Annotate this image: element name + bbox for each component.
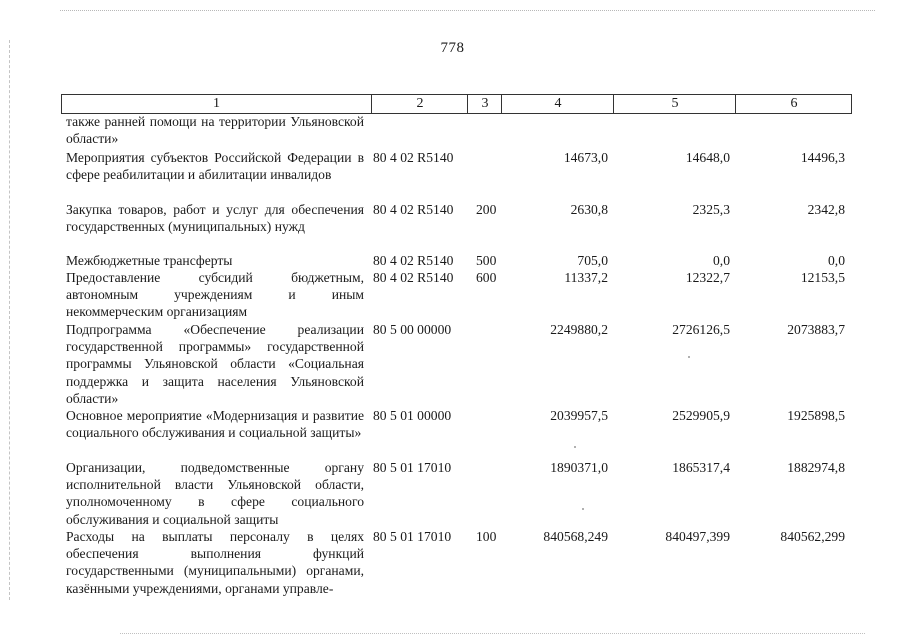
row-classification-code: 80 4 02 R5140 — [373, 270, 454, 285]
row-value-col5: 14648,0 — [685, 150, 730, 165]
row-value-col6: 14496,3 — [800, 150, 845, 165]
row-value-col5: 12322,7 — [685, 270, 730, 285]
row-value-col5: 1865317,4 — [672, 460, 730, 475]
row-description: Мероприятия субъектов Российской Федерации в сфере реабилитации и абилитации инвалидов — [66, 150, 364, 183]
row-classification-code: 80 5 01 17010 — [373, 529, 452, 544]
column-header-6: 6 — [735, 95, 852, 113]
scan-speck — [582, 508, 584, 510]
row-description: Организации, подведомственные органу исполнительной власти Ульяновской области, уполномоченному в сфере социального обслуживания и социальной защиты — [66, 460, 364, 527]
row-value-col5: 840497,399 — [665, 529, 730, 544]
column-header-1: 1 — [213, 96, 220, 111]
row-value-col4: 2039957,5 — [550, 408, 608, 423]
row-classification-code: 80 5 00 00000 — [373, 322, 452, 337]
row-value-col6: 1882974,8 — [787, 460, 845, 475]
row-value-col6: 2073883,7 — [787, 322, 845, 337]
row-expense-type: 500 — [476, 253, 497, 268]
row-expense-type: 600 — [476, 270, 497, 285]
row-value-col4: 2249880,2 — [550, 322, 608, 337]
row-value-col5: 2325,3 — [692, 202, 730, 217]
column-header-4: 4 — [501, 95, 614, 113]
scan-edge-top — [60, 10, 875, 11]
page-number: 778 — [440, 40, 465, 56]
row-classification-code: 80 4 02 R5140 — [373, 253, 454, 268]
scan-edge-left — [9, 40, 10, 600]
row-description: Основное мероприятие «Модернизация и развитие социального обслуживания и социальной защиты» — [66, 408, 364, 441]
row-description: Закупка товаров, работ и услуг для обеспечения государственных (муниципальных) нужд — [66, 202, 364, 235]
row-description: Подпрограмма «Обеспечение реализации государственной программы» государственной программы Ульяновской области «Социальная поддержка и защита населения Ульяновской области» — [66, 322, 364, 406]
row-value-col5: 2726126,5 — [672, 322, 730, 337]
column-header-row — [61, 94, 852, 114]
row-value-col6: 2342,8 — [807, 202, 845, 217]
row-value-col5: 0,0 — [713, 253, 730, 268]
row-value-col6: 12153,5 — [800, 270, 845, 285]
row-description: Предоставление субсидий бюджетным, автономным учреждениям и иным некоммерческим организациям — [66, 270, 364, 320]
row-value-col4: 840568,249 — [543, 529, 608, 544]
row-value-col6: 1925898,5 — [787, 408, 845, 423]
row-value-col4: 705,0 — [577, 253, 608, 268]
row-value-col4: 2630,8 — [570, 202, 608, 217]
scan-speck — [688, 356, 690, 358]
row-value-col4: 11337,2 — [564, 270, 608, 285]
row-classification-code: 80 5 01 17010 — [373, 460, 452, 475]
row-description: Расходы на выплаты персоналу в целях обеспечения выполнения функций государственными (муниципальными) органами, казёнными учреждениями, органами управле- — [66, 529, 364, 596]
scan-edge-bottom — [120, 633, 865, 634]
row-classification-code: 80 5 01 00000 — [373, 408, 452, 423]
row-description: Межбюджетные трансферты — [66, 253, 233, 268]
row-classification-code: 80 4 02 R5140 — [373, 202, 454, 217]
row-value-col6: 840562,299 — [780, 529, 845, 544]
row-description: также ранней помощи на территории Ульяновской области» — [66, 114, 364, 147]
column-header-2: 2 — [371, 95, 468, 113]
row-value-col4: 14673,0 — [563, 150, 608, 165]
column-header-3: 3 — [467, 95, 502, 113]
scan-speck — [574, 446, 576, 448]
row-value-col4: 1890371,0 — [550, 460, 608, 475]
row-value-col6: 0,0 — [828, 253, 845, 268]
row-value-col5: 2529905,9 — [672, 408, 730, 423]
row-expense-type: 100 — [476, 529, 497, 544]
column-header-5: 5 — [613, 95, 736, 113]
row-classification-code: 80 4 02 R5140 — [373, 150, 454, 165]
row-expense-type: 200 — [476, 202, 497, 217]
